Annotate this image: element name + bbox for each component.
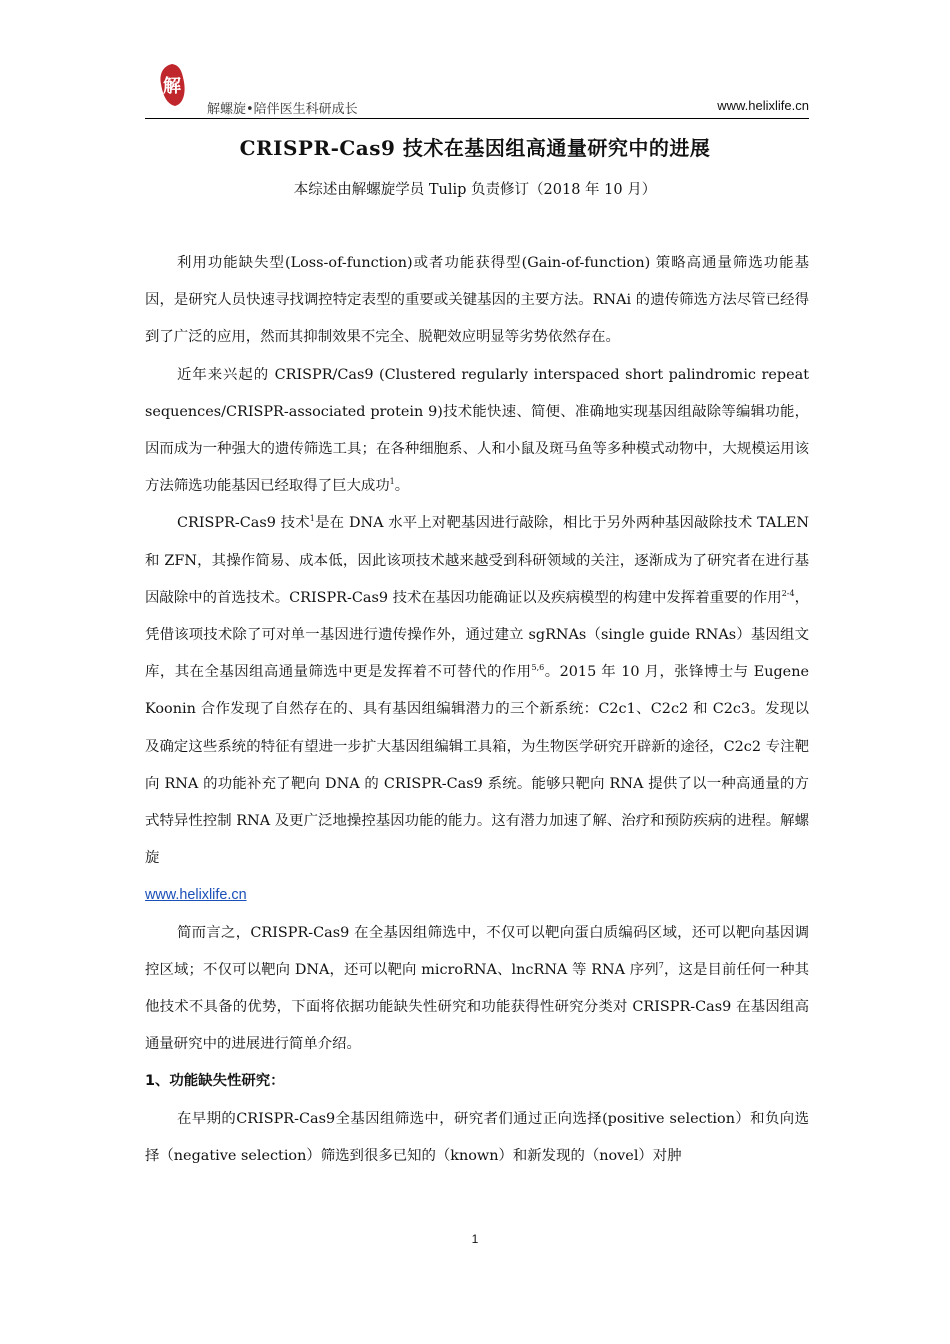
paragraph-3-d: 。2015 年 10 月，张锋博士与 Eugene Koonin 合作发现了自然存在的、具有基因组编辑潜力的三个新系统：C2c1、C2c2 和 C2c3。发现以及确定这些系统的特征有望进一步扩大基因组编辑工具箱，为生物医学研究开辟新的途径，C2c2 专注靶向 RNA 的功能补充了靶向 DNA 的 CRISPR-Cas9 系统。能够只靶向 RNA 提供了以一种高通量的方式特异性控制 RNA 及更广泛地操控基因功能的能力。这有潜力加速了解、治疗和预防疾病的进程。解螺旋 xyxy=(145,664,809,867)
paragraph-2 xyxy=(145,357,809,506)
paragraph-2-end: 。 xyxy=(394,478,410,495)
paragraph-3-a: CRISPR-Cas9 技术 xyxy=(177,515,310,532)
paragraph-1: 利用功能缺失型(Loss-of-function)或者功能获得型(Gain-of-function) 策略高通量筛选功能基因，是研究人员快速寻找调控特定表型的重要或关键基因的主要方法。RNAi 的遗传筛选方法尽管已经得到了广泛的应用，然而其抑制效果不完全、脱靶效应明显等劣势依然存在。 xyxy=(145,255,809,346)
document-subtitle: 本综述由解螺旋学员 Tulip 负责修订（2018 年 10 月） xyxy=(293,182,657,198)
page-header xyxy=(145,62,809,120)
paragraph-5: 在早期的CRISPR-Cas9全基因组筛选中，研究者们通过正向选择(positive selection）和负向选择（negative selection）筛选到很多已知的（known）和新发现的（novel）对肿 xyxy=(145,1110,809,1164)
paragraph-3 xyxy=(145,505,809,914)
citation: 7 xyxy=(658,961,664,971)
paragraph-4 xyxy=(145,915,809,1064)
document-title: CRISPR-Cas9 技术在基因组高通量研究中的进展 xyxy=(239,136,711,160)
paragraph-3-b: 是在 DNA 水平上对靶基因进行敲除，相比于另外两种基因敲除技术 TALEN 和 ZFN，其操作简易、成本低，因此该项技术越来越受到科研领域的关注，逐渐成为了研究者在进行基因敲除中的首选技术。CRISPR-Cas9 技术在基因功能确证以及疾病模型的构建中发挥着重要的作用 xyxy=(145,515,809,606)
citation: 2-4 xyxy=(781,589,795,599)
paragraph-4-a: 简而言之，CRISPR-Cas9 在全基因组筛选中，不仅可以靶向蛋白质编码区域，还可以靶向基因调控区域；不仅可以靶向 DNA，还可以靶向 microRNA、lncRNA 等 RNA 序列 xyxy=(145,924,809,978)
header-divider xyxy=(145,118,809,119)
header-site-url[interactable]: www.helixlife.cn xyxy=(717,98,809,113)
section-heading-1: 1、功能缺失性研究： xyxy=(145,1073,285,1090)
helixlife-link[interactable]: www.helixlife.cn xyxy=(145,887,247,904)
paragraph-4-b: ，这是目前任何一种其他技术不具备的优势，下面将依据功能缺失性研究和功能获得性研究分类对 CRISPR-Cas9 在基因组高通量研究中的进展进行简单介绍。 xyxy=(145,961,809,1053)
svg-text:解: 解 xyxy=(163,76,181,97)
paragraph-3-c: ，凭借该项技术除了可对单一基因进行遗传操作外，通过建立 sgRNAs（single guide RNAs）基因组文库，其在全基因组高通量筛选中更是发挥着不可替代的作用 xyxy=(145,589,809,681)
helixlife-logo xyxy=(155,62,189,108)
document-body xyxy=(145,245,809,1175)
paragraph-2-text: 近年来兴起的 CRISPR/Cas9 (Clustered regularly interspaced short palindromic repeat sequences/CRISPR-associated protein 9)技术能快速、简便、准确地实现基因组敲除等编辑功能，因而成为一种强大的遗传筛选工具；在各种细胞系、人和小鼠及斑马鱼等多种模式动物中，大规模运用该方法筛选功能基因已经取得了巨大成功 xyxy=(145,366,809,495)
citation: 1 xyxy=(309,514,315,524)
page-number: 1 xyxy=(471,1232,479,1246)
header-tagline: 解螺旋•陪伴医生科研成长 xyxy=(207,102,358,117)
citation: 5,6 xyxy=(531,663,545,673)
citation: 1 xyxy=(389,477,395,487)
